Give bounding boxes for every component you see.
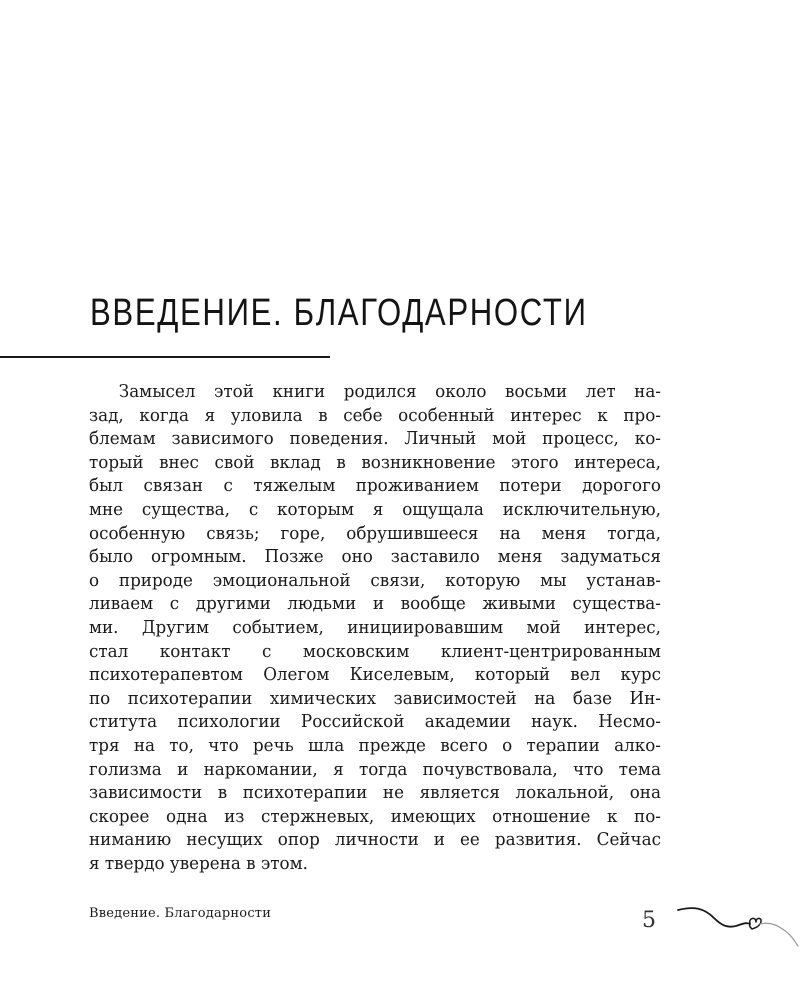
body-line-1: Замысел этой книги родился около восьми лет на- [118, 381, 661, 402]
body-line-15: ститута психологии Российской академии наук. Несмо- [89, 711, 661, 733]
body-line-16: тря на то, что речь шла прежде всего о терапии алко- [89, 734, 661, 756]
page-number: 5 [642, 908, 656, 933]
body-line-3: блемам зависимого поведения. Личный мой процесс, ко- [89, 428, 661, 450]
body-line-19: скорее одна из стержневых, имеющих отношение к по- [89, 805, 661, 827]
body-line-17: голизма и наркомании, я тогда почувствовала, что тема [89, 758, 661, 780]
body-line-18: зависимости в психотерапии не является локальной, она [89, 782, 661, 804]
body-line-11: ми. Другим событием, инициировавшим мой интерес, [89, 616, 661, 638]
body-line-7: особенную связь; горе, обрушившееся на меня тогда, [89, 522, 661, 544]
chapter-title: ВВЕДЕНИЕ. БЛАГОДАРНОСТИ [90, 292, 588, 334]
body-line-20: ниманию несущих опор личности и ее развития. Сейчас [89, 829, 661, 851]
body-line-8: было огромным. Позже оно заставило меня задуматься [89, 546, 661, 568]
body-line-12: стал контакт с московским клиент-центрированным [89, 640, 661, 662]
body-line-2: зад, когда я уловила в себе особенный интерес к про- [89, 404, 661, 426]
squiggle-heart-icon [672, 898, 800, 950]
body-line-6: мне существа, с которым я ощущала исключительную, [89, 498, 661, 520]
body-line-5: был связан с тяжелым проживанием потери дорогого [89, 475, 661, 497]
title-underline-rule [0, 356, 330, 358]
running-footer-title: Введение. Благодарности [89, 906, 272, 921]
body-paragraph [89, 380, 661, 875]
body-line-10: ливаем с другими людьми и вообще живыми существа- [89, 593, 661, 615]
body-line-13: психотерапевтом Олегом Киселевым, который вел курс [89, 664, 661, 686]
body-line-4: торый внес свой вклад в возникновение этого интереса, [89, 451, 661, 473]
body-line-9: о природе эмоциональной связи, которую мы устанав- [89, 569, 661, 591]
body-line-21: я твердо уверена в этом. [89, 852, 308, 874]
body-line-14: по психотерапии химических зависимостей на базе Ин- [89, 687, 661, 709]
